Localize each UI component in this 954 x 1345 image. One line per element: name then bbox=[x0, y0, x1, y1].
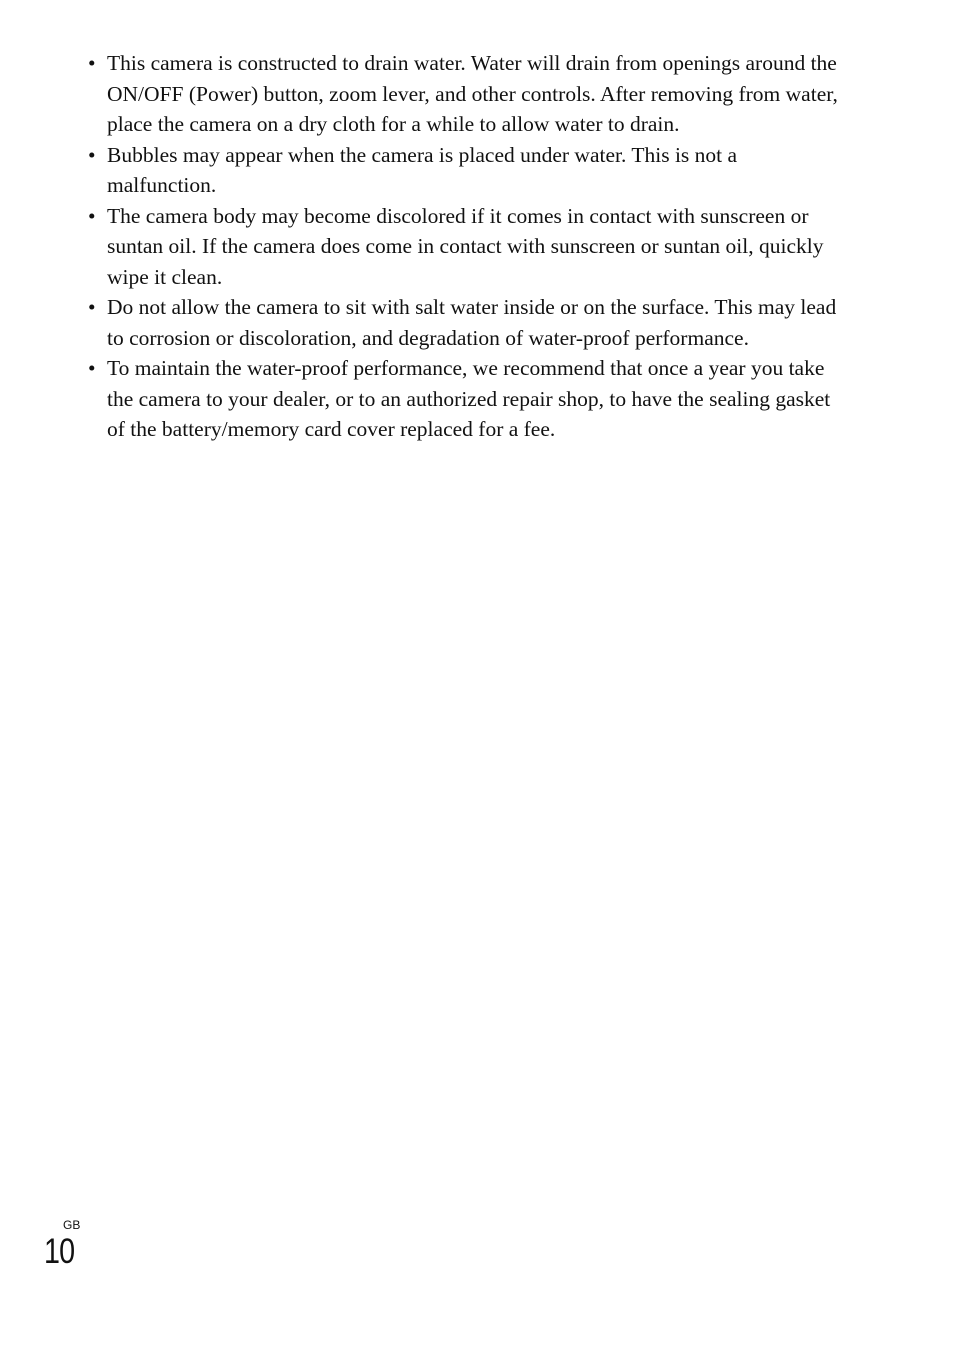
bullet-icon: • bbox=[88, 203, 96, 228]
list-item bbox=[88, 140, 848, 201]
bullet-icon: • bbox=[88, 295, 96, 319]
bullet-icon: • bbox=[88, 356, 96, 380]
page-content bbox=[88, 48, 848, 445]
bullet-text: This camera is constructed to drain water. Water will drain from openings around the ON/OFF (Power) button, zoom lever, and other controls. After removing from water, place the camera on a dry cloth for a while to allow water to drain. bbox=[107, 51, 838, 136]
bullet-text: The camera body may become discolored if it comes in contact with sunscreen or suntan oil. If the camera does come in contact with sunscreen or suntan oil, quickly wipe it clean. bbox=[107, 203, 824, 289]
bullet-icon: • bbox=[88, 51, 96, 75]
list-item bbox=[88, 353, 848, 445]
bullet-text: Do not allow the camera to sit with salt water inside or on the surface. This may lead to corrosion or discoloration, and degradation of water-proof performance. bbox=[107, 295, 837, 350]
list-item bbox=[88, 201, 848, 293]
bullet-text: To maintain the water-proof performance, we recommend that once a year you take the camera to your dealer, or to an authorized repair shop, to have the sealing gasket of the battery/memory card cover replaced for a fee. bbox=[107, 356, 831, 441]
list-item bbox=[88, 292, 848, 353]
bullet-icon: • bbox=[88, 142, 96, 167]
bullet-text: Bubbles may appear when the camera is placed under water. This is not a malfunction. bbox=[107, 142, 738, 197]
region-code: GB bbox=[63, 1218, 81, 1232]
bullet-list bbox=[88, 48, 848, 445]
page-number: 10 bbox=[44, 1232, 75, 1271]
list-item bbox=[88, 48, 848, 140]
